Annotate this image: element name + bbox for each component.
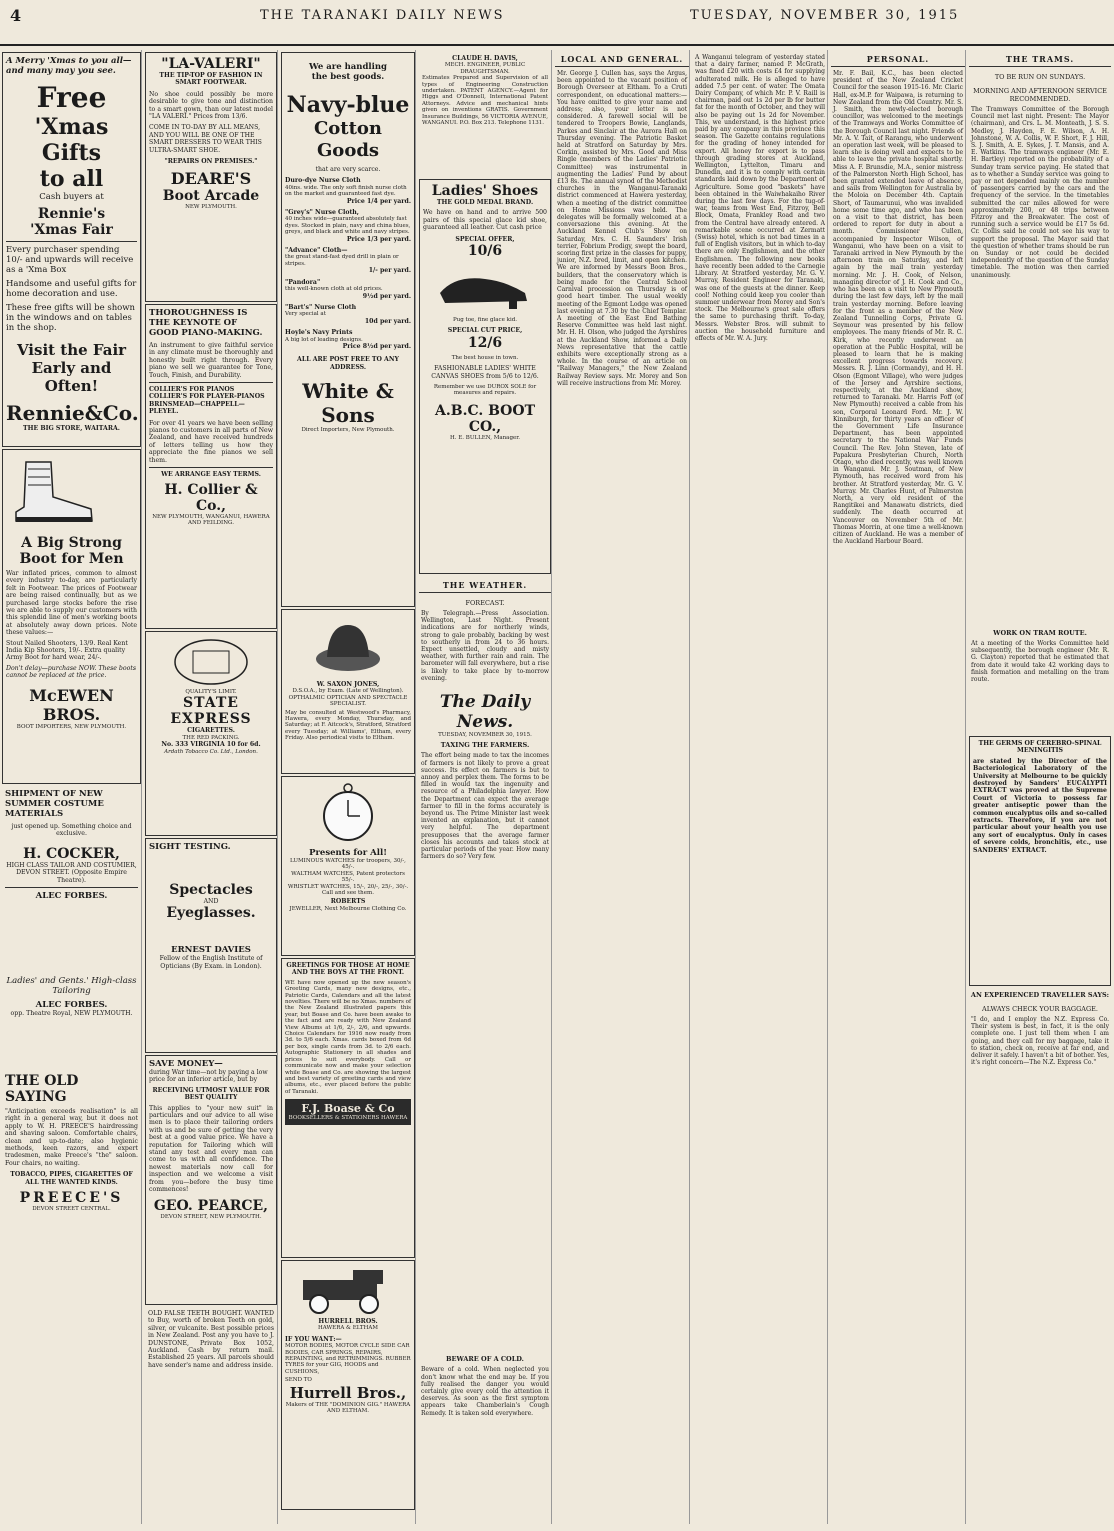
presents: Presents for All! [309,848,387,858]
collier-address: NEW PLYMOUTH, WANGANUI, HAWERA AND FEILDING. [152,513,270,526]
forecast-heading: FORECAST. [465,599,505,607]
receiving: RECEIVING UTMOST VALUE FOR BEST QUALITY [152,1086,270,1102]
daily-news-title: The Daily News. [439,692,531,733]
davis-sub: MECH. ENGINEER, PUBLIC DRAUGHTSMAN. [444,62,526,75]
white-sons-sub: Direct Importers, New Plymouth. [301,427,395,434]
trams-sub-2: MORNING AND AFTERNOON SERVICE RECOMMENDED. [973,87,1107,103]
cocker-name: H. COCKER, [23,845,120,862]
preece-name: PREECE'S [19,1190,124,1207]
column-6 [693,50,828,1524]
lavaleri-sub: THE TIP-TOP OF FASHION IN SMART FOOTWEAR. [159,72,263,87]
xmas-fair: 'Xmas Fair [30,222,113,238]
collier-piano-ad [145,304,277,629]
quality-limit: QUALITY'S LIMIT. [185,689,237,695]
price-2: 12/6 [467,334,503,351]
beware-text: Beware of a cold. When neglected you don't know what the end may be. If you fully realised the danger you would certainly give every cold the attention it deserves. As soon as the first symptom appears take Chamberlain's Cough Remedy. It is taken sold everywhere. [421,1366,549,1417]
abc-name: A.B.C. BOOT CO., [435,402,535,435]
eyeglasses: Eyeglasses. [166,905,256,922]
saxon-jones-ad [281,609,415,774]
personal-heading: PERSONAL. [831,50,965,67]
teeth-ad [145,1307,277,1382]
personal-text: Mr. F. Bail, K.C., has been elected president of the New Zealand Cricket Council for the season 1915-16. Mr. Claric Hall, ex-M.P. for Waipawa, is returning to New Zealand from the Old Country. Mr. S. J. Smith, the newly-elected borough councillor, was welcomed to the meetings of the Tramways and Works Committee of the Borough Council last night. Friends of Mr. A. V. Tait, of Rarangu, who underwent an operation last week, will be pleased to learn she is doing well and expects to be able to leave the private hospital shortly. Miss A. F. Brunsdie, M.A., senior mistress of the Palmerston North High School, has been granted extended leave of absence, and sails from Wellington for Australia by the Moloia on December 4th. Captain Short, of Taumarunui, who was invalided home some time ago, and who has been on a visit to that district, has been ordered to report for duty in about a month. Commissioner Cullen, accompanied by Inspector Wilson, of Wanganui, who have been on a visit to Taranaki arrived in New Plymouth by the afternoon train on Saturday, and left again by the mail train yesterday morning. Mr. J. H. Cook, of Nelson, managing director of J. H. Cook and Co., who has been on a visit to New Plymouth during the last few days, left by the mail train yesterday morning. Before leaving for the front as a member of the New Zealand Tunnelling Corps, Private G. Seymour was presented by his fellow employees. The many friends of Mr. R. C. Kirk, who recently underwent an operation at the Public Hospital, will be pleased to learn that he is making excellent progress towards recovery. Messrs. R. J. Linn (Cormandy), and H. H. Olson (Egmont Village), who were judges of the Jersey and Ayrshire sections, respectively, at the Auckland show, returned to Taranaki. Mr. Harris Foff (of New Plymouth) received a cable from his son, Corporal Leonard Ford. Mr. J. W. Kinniburgh, for thirty years an officer of the Government Life Insurance Department, has been appointed secretary to the National War Funds Council. The Rev. John Steven, late of Papakura Presbyterian Church, North Otago, who died recently, was well known in Wanganui. Mr. J. Soutman, of New Plymouth, has received word from his brother. At Stratford yesterday, Mr. G. V. Murray. Mr. Charles Hunt, of Palmerston North, a very old resident of the Rangitikei and Manawatu districts, died suddenly. The death occurred at Vancouver on November 5th of Mr. Thomas Morrin, at one time a well-known citizen of Auckland. He was a member of the Auckland Harbour Board. [833,70,963,546]
cigarette-box-icon [171,637,251,687]
watch-icon [316,782,380,846]
trams-text: The Tramways Committee of the Borough Council met last night. Present: The Mayor (chairman), and Crs. L. M. Monteath, J. S. S. Medley, J. Hayden, F. E. Wilson, A. H. Johnstone, W. A. Collis, W. F. Short, F. J. Hill, S. J. Smith, A. E. Sykes, J. T. Mansis, and A. E. Watkins. The tramways engineer (Mr. E. H. Bartley) reported on the probability of a Sunday tram service paying. He stated that as to whether a Sunday service was going to pay or not depended mainly on the number of passengers carried by the cars and the frequency of the service. In the timetables submitted the car miles allowed for were approximately 200, or 48 trips between Fitzroy and the Breakwater. The cost of running such a service would be £17 5s 6d. Cr. Collis said he could not see his way to support the proposal. The Mayor said that the question of whether trams should be run on Sunday or not could be decided independently of the question of the Sunday timetable. The motion was then carried unanimously. [971,106,1109,279]
hurrell-sub: Makers of THE "DOMINION GIG." HAWERA AND ELTHAM. [285,1401,411,1415]
preece-ad [2,1070,141,1300]
price-1: 10/6 [467,243,503,260]
taxing-article [419,738,551,1352]
summer-sub: just opened up. Something choice and exclusive. [11,823,132,838]
page-number: 4 [10,6,22,25]
local-text: Mr. George J. Cullen has, says the Argus, been appointed to the vacant position of Borough Overseer at Eltham. To a Cruti correspondent, on educational matters:—You have omitted to give your name and address; also, your letter is not considered. A farewell social will be tendered to Troopers Bowie, Langlands, Parkes and Sinclair at the Aurora Hall on Thursday evening. The Patriotic Basket held at Stratford on Saturday by Mrs. Corkin, assisted by Mrs. Good and Miss Ringle (members of the Ladies' Patriotic Committee) was instrumental in augmenting the Ladies' Fund by about £13 8s. The annual synod of the Methodist churches in the Wanganui-Taranaki district commenced at Hawera yesterday, when a meeting of the district committee on Home Missions was held. The delegates will be formally welcomed at a conversazione this evening. At the Auckland Kennel Club's Show on Saturday, Mrs. C. H. Saunders' Irish terrier, Fobrium Prodigy, swept the board, scoring first prize in the classes for puppy, junior, N.Z. bred, limit, and open kitchen. We are informed by Messrs Boon Bros., builders, that the conservatory which is being made for the Central School Carnival procession on Thursday is of good heart timber. The usual weekly meeting of the Egmont Lodge was opened last evening at 7.30 by the Chief Templar. A meeting of the East End Bathing Reserve Committee was held last night. Mr. H. H. Olson, who judged the Ayrshires at the Auckland Show, informed a Daily News representative that the cattle exhibits were exceptionally strong as a whole. In the course of an article on "Railway Managers," the New Zealand Railway Review says. Mr. Morey and Son will receive instructions from Mr. Morey. [557,70,687,387]
davies-optician-ad [145,838,277,1053]
old-saying: THE OLD SAYING [5,1073,79,1105]
mcewen-name: McEWEN BROS. [29,685,114,724]
deares-name: DEARE'S [170,169,252,189]
lavaleri-heading: "LA-VALERI" [161,56,261,72]
trams-sub-1: TO BE RUN ON SUNDAYS. [994,73,1086,81]
wristlet: WRISTLET WATCHES, 15/-, 20/-, 25/-, 30/-. [287,883,409,890]
mcewen-sub: BOOT IMPORTERS, NEW PLYMOUTH. [16,723,127,730]
white-sons-ad [281,52,415,607]
fashionable: FASHIONABLE LADIES' WHITE CANVAS SHOES from 5/6 to 12/6. [431,365,539,380]
special-offer: SPECIAL OFFER, [455,235,515,243]
pug-toe: Pug toe, fine glace kid. [452,317,517,324]
alec-forbes-ad [2,973,141,1068]
cocker-sub: HIGH CLASS TAILOR AND COSTUMIER, DEVON STREET. (Opposite Empire Theatre). [6,861,137,884]
thorough-3: GOOD PIANO-MAKING. [149,328,263,338]
cocker-ad [2,786,141,971]
column-8 [969,50,1111,1524]
teeth-text: OLD FALSE TEETH BOUGHT. WANTED to Buy, worth of broken Teeth on gold, silver, or vulcanite. Best possible prices in New Zealand. Post any you have to J. DUNSTONE, Private Box 1052, Auckland. Cash by return mail. Established 25 years. All parcels should have sender's name and address inside. [148,1310,274,1369]
hurrell-box-name: HURRELL BROS. [318,1318,378,1325]
taxing-text: The effort being made to tax the incomes of farmers is not likely to prove a great success. Its effect on farmers is but to annoy and perplex them. The forms to be filled in would tax the ingenuity and resource of a Philadelphia lawyer. How the Department can expect the average farmer to fill in the forms accurately is beyond us. The Prime Minister last week invented an explanation, but it cannot very helpful. The department presupposes that the average farmer closes his accounts and takes stock at particular periods of the year. How many farmers do so? Very few. [421,752,549,861]
gold-medal: THE GOLD MEDAL BRAND. [436,199,534,206]
pearce-address: DEVON STREET, NEW PLYMOUTH. [160,1213,262,1220]
preece-address: DEVON STREET CENTRAL. [32,1206,111,1213]
davis-name: CLAUDE H. DAVIS, [452,55,518,62]
navy-blue: Navy-blue [286,92,410,118]
abc-sub: H. E. BULLEN, Manager. [449,434,521,441]
special-cut: SPECIAL CUT PRICE, [447,327,523,335]
cloth-item: Hoyle's Navy Prints A big lot of leading designs. Price 8½d per yard. [285,329,411,350]
and: AND [203,898,219,905]
greetings-heading: GREETINGS FOR THOSE AT HOME AND THE BOYS AT THE FRONT. [286,962,410,977]
saxon-text: May be consulted at Westwood's Pharmacy, Hawera, every Monday, Thursday, and Saturday; at F. Aitcock's, Stratford, Stratford every Tuesday; at Williams', Eltham, every Friday. Also periodical visits to Eltham. [285,709,411,742]
sight-testing: SIGHT TESTING. [149,842,231,852]
roberts-jeweller-ad [281,776,415,956]
post-free: ALL ARE POST FREE TO ANY ADDRESS. [297,356,399,371]
motor-car-icon [293,1266,403,1316]
call-see: Call and see them. [322,890,374,897]
column-1 [2,50,142,1524]
cigarettes: CIGARETTES. [187,727,235,735]
save-money: SAVE MONEY— [149,1059,223,1069]
column-3 [281,50,416,1524]
weather-article [419,576,551,682]
davies-sub: Fellow of the English Institute of Opticians (By Exam. in London). [159,955,263,970]
no-333: No. 333 VIRGINIA 10 for 6d. [161,741,261,749]
germs-text: are stated by the Director of the Bacteriological Laboratory of the University at Melbourne to be quickly destroyed by Sanders' EUCALYPTI EXTRACT was proved at the Supreme Court of Victoria to possess far greater antiseptic power than the common eucalyptus oils and so-called extracts. Therefore, if you are not particular about your health you use any sort of eucalyptus. Only in cases of severe colds, bronchitis, etc., use SANDERS' EXTRACT. [973,757,1107,854]
handling-1: We are handling [309,62,387,72]
cloth-item: "Pandora" this well-known cloth at old prices. 9½d per yard. [285,278,411,300]
boot-icon [6,457,96,527]
work-text: At a meeting of the Works Committee held subsequently, the borough engineer (Mr. R. G. Clayton) reported that he estimated that from date it would take 42 working days to finish formation and metalling on the tram route. [971,640,1109,684]
wants: MOTOR BODIES, MOTOR CYCLE SIDE CAR BODIES, CAR SPRINGS, REPAIRS, REPAINTING, and RETRIMMINGS. RUBBER TYRES for your GIG, HOODS and CUSHIONS, [285,1343,411,1375]
trams-heading: THE TRAMS. [969,50,1111,67]
deares-address: NEW PLYMOUTH. [185,204,237,211]
work-heading: WORK ON TRAM ROUTE. [993,629,1087,637]
easy-terms: WE ARRANGE EASY TERMS. [161,471,261,479]
cloth-item: "Bart's" Nurse Cloth Very special at 10d per yard. [285,303,411,325]
sanders-ad [969,736,1111,986]
waltham: WALTHAM WATCHES, Patent protectors 55/-. [291,870,405,884]
tailoring-text: This applies to "your new suit" in particulars and our advice to all wise men is to place their tailoring orders with us and be sure of getting the very best at a good value price. We have a reputation for Tailoring which will stand any test and every man can come to us with all confidence. The newest materials now call for inspection and we welcome a visit from you—before the busy time commences! [149,1104,273,1194]
manufacturer: Ardath Tobacco Co. Ltd., London. [164,748,258,755]
if-you-want: IF YOU WANT:— [285,1335,342,1343]
thorough-1: THOROUGHNESS IS [149,308,248,318]
cash-buyers: Cash buyers at [39,192,104,202]
newspaper-title: THE TARANAKI DAILY NEWS [260,8,505,23]
forecast-text: By Telegraph.—Press Association. Wellington, Last Night. Present indications are for northerly winds, strong to gale probably, backing by west to southerly in from 24 to 36 hours. Expect unsettled, cloudy and misty weather, with further rain and rain. The barometer will fall everywhere, but a rise is likely to take place by to-morrow evening. [421,610,549,682]
boase-ad [281,958,415,1258]
cloth-item: "Advance" Cloth— the great stand-fast dyed drill in plain or stripes. 1/- per yard. [285,247,411,275]
davis-ad [419,52,551,177]
local-continued-text: A Wanganui telegram of yesterday stated that a dairy farmer, named P. McGrath, was fined £20 with costs £4 for supplying adulterated milk. He is alleged to have added 7.5 per cent. of water. The Omata Dairy Company, of which Mr. P. V. Raill is chairman, paid out 1s 2d per lb for butter fat for the month of October, and they will also be paying out 1s 2d for November. This, we understand, is the highest price paid by any company in this province this season. The Gazette contains regulations for the grading of honey intended for export. All honey for export is to pass through grading stores at Auckland, Wellington, Lyttelton, Timaru and Dunedin, and it is to comply with certain standards laid down by the Department of Agriculture. Some good "baskets" have been obtained in the Waiwhakaiho River during the last few days. For the tug-of-war, teams from West End, Fitzroy, Bell Block, Omata, Frankley Road and two from the Central have already entered. A remarkable scene occurred at Zermatt (Swiss) hotel, which is not bad times in a full of English visitors, but in which to-day there are only Englishmen, and the other Englishmen. The following new books have recently been added to the Carnegie Library. At Stratford yesterday, Mr. G. V. Murray, Resident Engineer for Taranaki, was one of the guests at the dinner. Keep cool! Nothing could keep you cooler than summer underwear from Morey and Son's stock. The Melbourne's great sale offers the same to purchasing thrift. To-day, Messrs. Webster Bros. will submit to auction the household furniture and effects of Mr. W. A. Jury. [695,54,825,342]
xmas-gifts-heading: 'Xmas Gifts [34,114,109,166]
alec-forbes-2: ALEC FORBES. [35,1000,108,1010]
daily-news-date: TUESDAY, NOVEMBER 30, 1915. [438,732,532,739]
thorough-2: THE KEYNOTE OF [149,318,238,328]
boot-text: War inflated prices, common to almost every industry to-day, are particularly felt in Footwear. The prices of Footwear are being raised continually, but as we purchased large stocks before the rise we are able to supply our customers with this splendid line of men's working boots at absolutely away down prices. Note these values:— [6,570,137,637]
durox: Remember we use DUROX SOLE for measures and repairs. [433,384,537,397]
hurrell-name: Hurrell Bros., [289,1383,407,1402]
ladies-shoes: Ladies' Shoes [431,183,539,199]
big-store: THE BIG STORE, WAITARA. [23,425,120,432]
scarce: that are very scarce. [315,166,381,173]
column-5 [555,50,690,1524]
issue-date: TUESDAY, NOVEMBER 30, 1915 [690,8,960,23]
beware-article [419,1352,551,1416]
red-packing: THE RED PACKING. [182,734,240,741]
xmas-intro: A Merry 'Xmas to you all—and many may you see. [6,56,132,76]
alec-address: opp. Theatre Royal, NEW PLYMOUTH. [10,1010,133,1017]
traveller-heading: AN EXPERIENCED TRAVELLER SAYS: [970,991,1110,999]
visit-fair: Visit the Fair Early and Often! [16,341,127,395]
pearce-name: GEO. PEARCE, [153,1197,269,1214]
gifts-description: Handsome and useful gifts for home decoration and use. [6,279,137,299]
greetings-text: WE have now opened up the new season's Greeting Cards, many new designs, etc., Patriotic Cards, Calendars and all the latest novelties. There will be no Xmas. numbers of the New Zealand illustrated papers this year, but Boase and Co. have been awake to the fact and are ready with New Zealand View Albums at 1/6, 2/-, 2/6, and upwards. Choice Calendars for 1916 now ready from 3d. to 5/6 each. Xmas. cards boxed from 6d per box, single cards from 3d. to 2/6 each. Autographic Stationery in all shades and prices to suit everybody. Call or communicate now and make your selection while Boase and Co. are showing the largest and best variety of greeting cards and view albums, etc., ever placed before the public of Taranaki. [285,979,411,1095]
cotton-goods: Cotton Goods [313,118,383,161]
brinsmead: BRINSMEAD—CHAPPELL—PLEYEL. [149,400,245,416]
roberts-name: ROBERTS [330,898,366,906]
to-all-heading: to all [39,166,104,192]
masthead [0,0,1114,46]
always-check: ALWAYS CHECK YOUR BAGGAGE. [982,1005,1098,1013]
luminous: LUMINOUS WATCHES for troopers, 30/-, 45/-. [290,858,406,871]
gold-text: We have on hand and to arrive 500 pairs of this special glace kid shoe, guaranteed all leather. Cut cash price [423,209,547,232]
mcewen-boot-ad [2,449,141,784]
collier-name: H. Collier & Co., [164,481,258,514]
davis-text: Estimates Prepared and Supervision of all types of Engineering Construction undertaken. PATENT AGENCY.—Agent for Higgs and O'Donnell, International Patent Attorneys. Advice and mechanical hints given on inventions GRATIS. Government Insurance Buildings, 56 VICTORIA AVENUE, WANGANUI. P.O. Box 213. Telephone 1131. [422,75,548,127]
state-express-ad [145,631,277,836]
rennie-co-logo: Rennie&Co. [6,401,139,425]
boot-heading: A Big Strong Boot for Men [19,535,124,567]
colliers-pianos: COLLIER'S FOR PIANOS [149,386,235,394]
beware-heading: BEWARE OF A COLD. [446,1355,524,1364]
weather-heading: THE WEATHER. [419,576,551,593]
boot-prices: Stout Nailed Shooters, 13/9. Real Kent India Kip Shooters, 19/-. Extra quality Army Boot for hard wear, 24/-. [6,639,128,662]
column-2 [145,50,278,1524]
come-in: COME IN TO-DAY BY ALL MEANS, AND YOU WILL BE ONE OF THE SMART DRESSERS TO WEAR THIS ULTRA-SMART SHOE. [149,124,262,154]
column-7 [831,50,966,1524]
pearce-tailor-ad [145,1055,277,1305]
cloth-item: "Grey's" Nurse Cloth, 40 inches wide—guaranteed absolutely fast dyes. Stocked in plain, navy and china blues, greys, and black and white and navy stripes. Price 1/3 per yard. [285,209,411,243]
saxon-sub: D.S.O.A., by Exam. (Late of Wellington). OPTHALMIC OPTICIAN AND SPECTACLE SPECIALIST. [288,688,408,708]
send-to: SEND TO [285,1377,312,1384]
local-heading: LOCAL AND GENERAL. [555,50,689,67]
hat-icon [313,617,383,677]
alec-tailoring: Ladies' and Gents.' High-class Tailoring [6,976,137,996]
saying-text: "Anticipation exceeds realisation" is all right in a general way, but it does not apply to W. H. PREECE'S hairdressing and shaving saloon. Comfortable chairs, clean and up-to-date; also hygienic methods, keen razors, and expert tradesmen, make Preece's "the" saloon. Four chairs, no waiting. [5,1108,138,1167]
roberts-sub: JEWELLER, Next Melbourne Clothing Co. [289,905,407,912]
repairs: "REPAIRS ON PREMISES." [164,158,258,166]
express-article [969,988,1111,1066]
column-4 [419,50,552,1524]
boot-close: Don't delay—purchase NOW. These boots cannot be replaced at the price. [6,664,136,680]
deares-ad [145,52,277,302]
best-house: The best house in town. [451,354,519,361]
white-sons-logo: White & Sons [302,379,394,428]
tobacco: TOBACCO, PIPES, CIGARETTES OF ALL THE WANTED KINDS. [10,1171,133,1186]
boot-arcade: Boot Arcade [162,188,260,205]
taxing-heading: TAXING THE FARMERS. [440,741,530,750]
saxon-name: W. SAXON JONES, [316,681,380,688]
rennie-xmas-ad [2,52,141,447]
rennies-name: Rennie's [37,206,106,222]
germs-heading: THE GERMS OF CEREBRO-SPINAL MENINGITIS [978,740,1102,755]
years-text: For over 41 years we have been selling pianos to customers in all parts of New Zealand, and have received hundreds of letters telling us how they appreciate the fine pianos we sell them. [149,419,273,464]
spectacles: Spectacles [169,882,253,898]
summer-heading: SHIPMENT OF NEW SUMMER COSTUME MATERIALS [5,789,104,819]
shoe-icon [435,263,535,313]
piano-text: An instrument to give faithful service in any climate must be thoroughly and honestly built right through. Every piano we sell we guarantee for Tone, Touch, Finish, and Durability. [149,342,273,379]
alec-forbes-1: ALEC FORBES. [35,891,108,902]
abc-boot-ad [419,179,551,574]
hurrell-ad [281,1260,415,1510]
save-text: during War time—not by paying a low price for an inferior article, but by [149,1069,268,1084]
davies-name: ERNEST DAVIES [171,945,251,956]
boase-logo: F.J. Boase & Co BOOKSELLERS & STATIONERS HAWERA [285,1099,411,1124]
hurrell-box-sub: HAWERA & ELTHAM [317,1325,378,1332]
handling-2: the best goods. [311,72,385,82]
gifts-shown: These free gifts will be shown in the windows and on tables in the shop. [6,303,136,333]
colliers-player: COLLIER'S FOR PLAYER-PIANOS [149,393,265,401]
lavaleri-text: No shoe could possibly be more desirable to give tone and distinction to a smart gown, than our latest model "LA VALERI." Prices from 13/6. [149,90,273,121]
purchase-offer: Every purchaser spending 10/- and upwards will receive as a 'Xma Box [6,245,134,275]
cloth-item: Duro-dye Nurse Cloth 40ins. wide. The only soft finish nurse cloth on the market and guaranteed fast dye. Price 1/4 per yard. [285,177,411,205]
state-express-name: STATE EXPRESS [170,695,252,728]
free-heading: Free [36,81,107,114]
traveller-text: "I do, and I employ the N.Z. Express Co. Their system is best, in fact, it is the only complete one. I just tell them when I am going, and they call for my baggage, take it to station, check on, receive at far end, and deliver it safely. I haven't a bit of bother. Yes, it's right concern—The N.Z. Express Co." [971,1016,1109,1067]
